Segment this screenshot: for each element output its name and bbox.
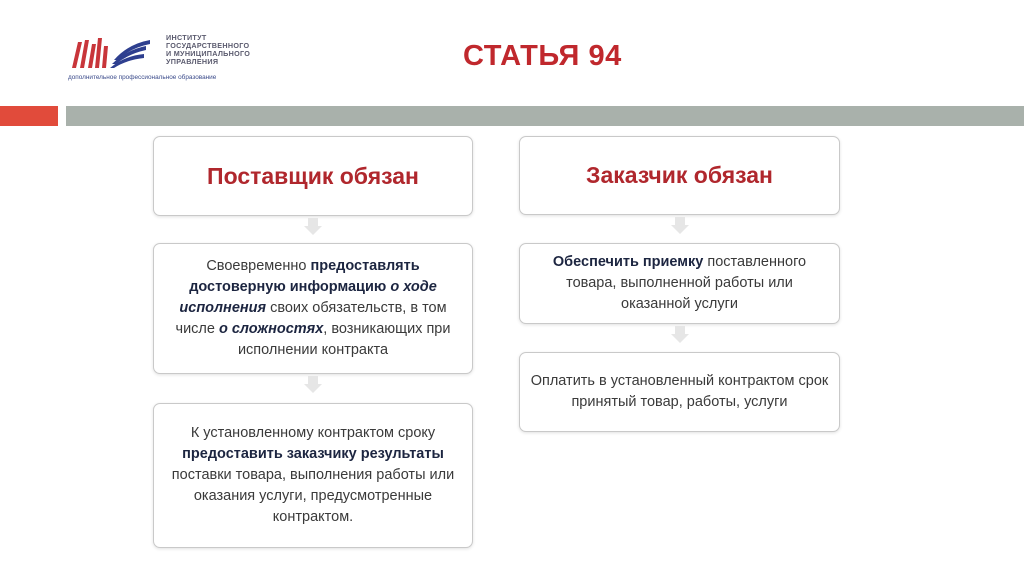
down-arrow-icon: [671, 225, 689, 234]
supplier-heading-box: [153, 136, 473, 216]
customer-duty-1: Обеспечить приемку поставленного товара, выполненной работы или оказанной услуги: [519, 243, 840, 324]
accent-bar-red: [0, 106, 58, 126]
institute-logo: [68, 34, 308, 84]
accent-bar-gray: [66, 106, 1024, 126]
down-arrow-icon: [304, 226, 322, 235]
customer-heading-box: [519, 136, 840, 215]
supplier-duty-1: Своевременно предоставлять достоверную информацию о ходе исполнения своих обязательств, в том числе о сложностях, возникающих при исполнении контракта: [153, 243, 473, 374]
down-arrow-icon: [671, 334, 689, 343]
logo-subtitle: дополнительное профессиональное образование: [68, 74, 217, 81]
customer-heading: Заказчик обязан: [586, 162, 773, 188]
down-arrow-icon: [304, 384, 322, 393]
supplier-heading: Поставщик обязан: [207, 162, 419, 189]
customer-duty-2: Оплатить в установленный контрактом срок принятый товар, работы, услуги: [519, 352, 840, 432]
page-title: СТАТЬЯ 94: [463, 40, 622, 72]
supplier-duty-2: К установленному контрактом сроку предоставить заказчику результаты поставки товара, выполнения работы или оказания услуги, предусмотренные контрактом.: [153, 403, 473, 548]
logo-text: ИНСТИТУТ ГОСУДАРСТВЕННОГО И МУНИЦИПАЛЬНОГО УПРАВЛЕНИЯ: [166, 33, 251, 66]
books-logo-icon: [68, 34, 160, 70]
